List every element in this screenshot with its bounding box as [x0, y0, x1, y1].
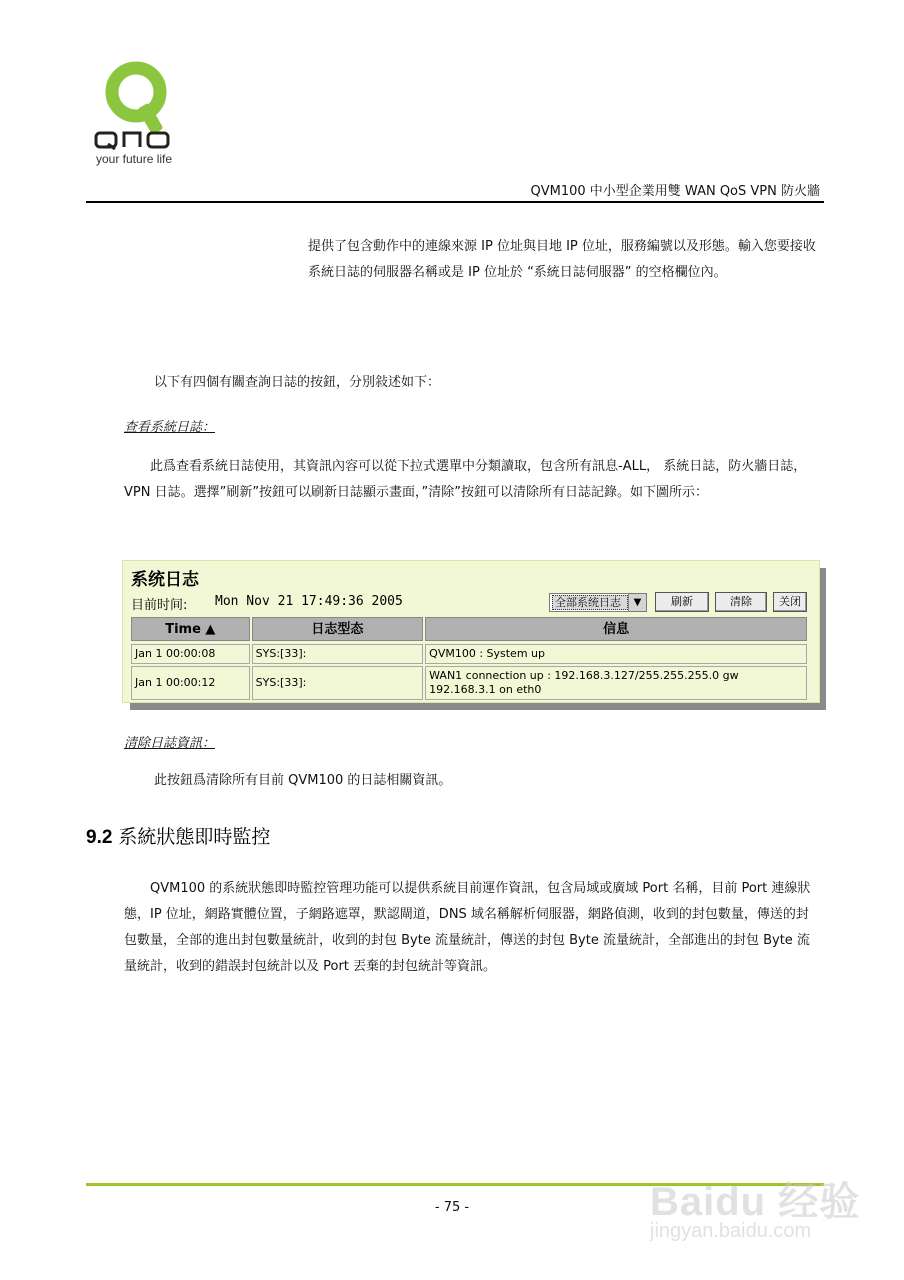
section-body: QVM100 的系統狀態即時監控管理功能可以提供系統目前運作資訊，包含局域或廣域 Port 名稱，目前 Port 連線狀態，IP 位址，網路實體位置，子網路遮罩，默認閘道，DNS 域名稱解析伺服器，網路偵測，收到的封包數量，傳送的封包數量，全部的進出封包數量統計，收到的封包 Byte 流量統計，傳送的封包 Byte 流量統計，全部進出的封包 Byte 流量統計，收到的錯誤封包統計以及 Port 丟棄的封包統計等資訊。	[124, 881, 811, 974]
clear-log-description: 此按鈕爲清除所有目前 QVM100 的日誌相關資訊。	[154, 773, 452, 788]
table-row	[131, 644, 807, 664]
row-message: QVM100 : System up	[425, 644, 807, 664]
section-title: 系統狀態即時監控	[118, 826, 271, 848]
log-table-header	[131, 617, 807, 641]
view-log-description: 此爲查看系統日誌使用，其資訊內容可以從下拉式選單中分類讀取，包含所有訊息-ALL， 系統日誌，防火牆日誌，VPN 日誌。選擇”刷新”按鈕可以刷新日誌顯示畫面，”清除”按鈕可以清除所有日誌記錄。如下圖所示：	[124, 459, 807, 500]
qno-logo	[92, 60, 212, 170]
row-message: WAN1 connection up : 192.168.3.127/255.255.255.0 gw 192.168.3.1 on eth0	[425, 666, 807, 700]
table-row	[131, 666, 807, 700]
qno-logo-graphic	[92, 60, 212, 152]
watermark-url: jingyan.baidu.com	[650, 1220, 812, 1242]
header-divider	[86, 201, 824, 203]
row-time: Jan 1 00:00:12	[131, 666, 250, 700]
view-log-label: 查看系統日誌：	[124, 420, 216, 435]
current-time-value: Mon Nov 21 17:49:36 2005	[215, 594, 403, 609]
system-log-title: 系统日志	[131, 570, 199, 590]
log-filter-select[interactable]	[549, 593, 647, 612]
row-time: Jan 1 00:00:08	[131, 644, 250, 664]
current-time-label: 目前时间:	[131, 598, 188, 613]
section-number: 9.2	[86, 827, 113, 848]
close-button[interactable]: 关闭	[773, 592, 807, 612]
log-filter-selected: 全部系统日志	[552, 595, 628, 610]
chevron-down-icon[interactable]: ▼	[628, 594, 646, 611]
row-type: SYS:[33]:	[252, 666, 424, 700]
system-log-screenshot	[122, 560, 826, 710]
refresh-button[interactable]: 刷新	[655, 592, 709, 612]
baidu-watermark	[650, 1158, 860, 1250]
column-header-time[interactable]: Time ▲	[131, 617, 250, 641]
system-log-panel	[122, 560, 820, 703]
clear-log-label: 清除日誌資訊：	[124, 736, 216, 751]
document-header-title: QVM100 中小型企業用雙 WAN QoS VPN 防火牆	[530, 184, 820, 199]
section-heading	[86, 822, 270, 849]
intro-paragraph: 提供了包含動作中的連線來源 IP 位址與目地 IP 位址，服務編號以及形態。輸入您要接收系統日誌的伺服器名稱或是 IP 位址於 “系統日誌伺服器” 的空格欄位內。	[308, 239, 816, 280]
column-header-message: 信息	[425, 617, 807, 641]
column-header-type: 日志型态	[252, 617, 423, 641]
watermark-main: Baidu 经验	[650, 1180, 861, 1224]
clear-button[interactable]: 清除	[715, 592, 767, 612]
page-number: - 75 -	[434, 1200, 470, 1215]
buttons-intro: 以下有四個有關查詢日誌的按鈕，分別敍述如下：	[154, 375, 441, 390]
row-type: SYS:[33]:	[252, 644, 424, 664]
logo-tagline: your future life	[96, 152, 173, 166]
